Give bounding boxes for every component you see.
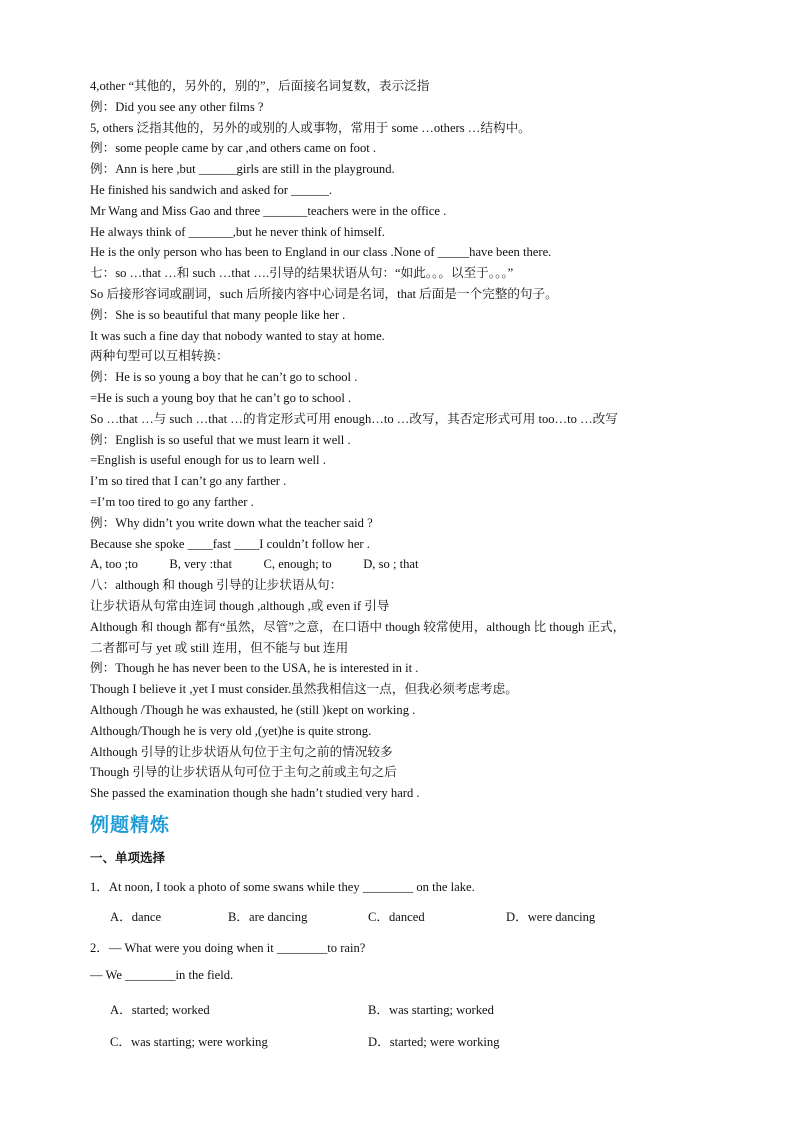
- question-2-stem: 2．— What were you doing when it ________to rain?: [90, 941, 366, 955]
- q2-option-c: C．was starting; were working: [110, 1035, 268, 1049]
- note-line: 八：although 和 though 引导的让步状语从句：: [90, 578, 343, 593]
- note-line: 4,other “其他的，另外的，别的”，后面接名词复数，表示泛指: [90, 79, 430, 93]
- note-line: Mr Wang and Miss Gao and three _______teachers were in the office .: [90, 203, 447, 218]
- note-line: It was such a fine day that nobody wanted to stay at home.: [90, 328, 385, 343]
- note-line: =I’m too tired to go any farther .: [90, 494, 254, 509]
- note-line: Because she spoke ____fast ____I couldn’t follow her .: [90, 536, 370, 551]
- note-line: He finished his sandwich and asked for ______.: [90, 182, 333, 197]
- note-line: Although 引导的让步状语从句位于主句之前的情况较多: [90, 744, 393, 759]
- note-line: Though 引导的让步状语从句可位于主句之前或主句之后: [90, 765, 397, 780]
- note-line: Although 和 though 都有“虽然，尽管”之意，在口语中 though 较常使用，although 比 though 正式，: [90, 619, 626, 634]
- note-line: 例：Did you see any other films ?: [90, 99, 264, 114]
- note-line: 两种句型可以互相转换：: [90, 349, 229, 364]
- note-line: I’m so tired that I can’t go any farther .: [90, 474, 287, 489]
- q1-option-b: B．are dancing: [228, 910, 308, 924]
- question-1-stem: 1．At noon, I took a photo of some swans while they ________ on the lake.: [90, 880, 475, 894]
- q2-option-d: D．started; were working: [368, 1035, 500, 1049]
- note-line: 5, others 泛指其他的，另外的或别的人或事物，常用于 some …others …结构中。: [90, 120, 531, 135]
- q1-option-a: A．dance: [110, 910, 162, 924]
- grammar-notes: [90, 76, 730, 804]
- question-2-response: — We ________in the field.: [90, 968, 234, 982]
- note-line: Though I believe it ,yet I must consider.虽然我相信这一点，但我必须考虑考虑。: [90, 682, 518, 697]
- q1-option-c: C．danced: [368, 910, 425, 924]
- note-line: =He is such a young boy that he can’t go to school .: [90, 390, 352, 405]
- note-line: A, too ;to B, very :that C, enough; to D, so ; that: [90, 557, 419, 572]
- note-line: 例：Though he has never been to the USA, he is interested in it .: [90, 661, 419, 676]
- note-line: She passed the examination though she hadn’t studied very hard .: [90, 786, 420, 801]
- note-line: 例：Ann is here ,but ______girls are still in the playground.: [90, 162, 395, 177]
- note-line: Although /Though he was exhausted, he (still )kept on working .: [90, 702, 416, 717]
- note-line: 七：so …that …和 such …that ….引导的结果状语从句：“如此。。。以至于。。。”: [90, 266, 514, 281]
- note-line: So …that …与 such …that …的肯定形式可用 enough…to …改写，其否定形式可用 too…to …改写: [90, 411, 618, 426]
- note-line: 例：English is so useful that we must learn it well .: [90, 432, 351, 447]
- note-line: 例：He is so young a boy that he can’t go to school .: [90, 370, 358, 385]
- note-line: 二者都可与 yet 或 still 连用，但不能与 but 连用: [90, 640, 349, 655]
- note-line: He is the only person who has been to England in our class .None of _____have been there.: [90, 245, 552, 260]
- note-line: =English is useful enough for us to learn well .: [90, 453, 326, 468]
- note-line: Although/Though he is very old ,(yet)he is quite strong.: [90, 723, 372, 738]
- subsection-heading: 一、单项选择: [90, 850, 166, 865]
- note-line: 例：She is so beautiful that many people like her .: [90, 307, 346, 322]
- note-line: 让步状语从句常由连词 though ,although ,或 even if 引导: [90, 598, 390, 613]
- section-title: 例题精炼: [90, 814, 171, 836]
- q1-option-d: D．were dancing: [506, 910, 596, 924]
- note-line: 例：Why didn’t you write down what the teacher said ?: [90, 515, 373, 530]
- note-line: He always think of _______,but he never think of himself.: [90, 224, 385, 239]
- note-line: So 后接形容词或副词，such 后所接内容中心词是名词，that 后面是一个完整的句子。: [90, 286, 558, 301]
- q2-option-a: A．started; worked: [110, 1003, 210, 1017]
- q2-option-b: B．was starting; worked: [368, 1003, 494, 1017]
- note-line: 例：some people came by car ,and others came on foot .: [90, 141, 377, 156]
